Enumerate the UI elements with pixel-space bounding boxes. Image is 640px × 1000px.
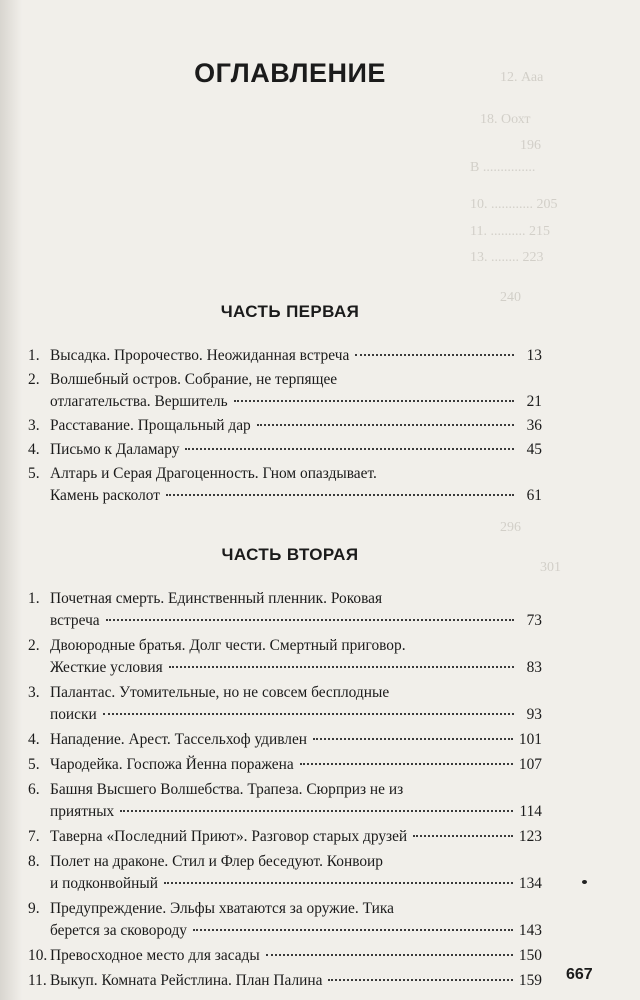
entry-title-line: Волшебный остров. Собрание, не терпящее bbox=[50, 371, 338, 388]
entry-row bbox=[50, 704, 542, 726]
entry-title-line: Двоюродные братья. Долг чести. Смертный приговор. bbox=[50, 637, 406, 654]
entry-number: 1. bbox=[28, 347, 40, 364]
leader-dots bbox=[185, 448, 514, 450]
toc-entry bbox=[28, 970, 542, 992]
entry-page: 107 bbox=[518, 756, 542, 773]
entry-title: поиски bbox=[50, 706, 97, 723]
toc-entry bbox=[28, 851, 542, 895]
entry-number: 9. bbox=[28, 900, 40, 917]
entry-number: 3. bbox=[28, 417, 40, 434]
page-title: ОГЛАВЛЕНИЕ bbox=[194, 58, 386, 88]
leader-dots bbox=[313, 738, 513, 740]
entry-title: берется за сковороду bbox=[50, 922, 187, 939]
toc-list bbox=[28, 345, 542, 507]
entry-page: 93 bbox=[526, 706, 542, 723]
entry-page: 143 bbox=[518, 922, 542, 939]
part-heading: ЧАСТЬ ВТОРАЯ bbox=[221, 545, 359, 564]
entry-number: 2. bbox=[28, 371, 40, 388]
entry-page: 45 bbox=[526, 441, 542, 458]
entry-page: 61 bbox=[526, 487, 542, 504]
entry-title: Таверна «Последний Приют». Разговор старых друзей bbox=[50, 828, 408, 845]
leader-dots bbox=[234, 400, 514, 402]
entry-page: 83 bbox=[526, 659, 542, 676]
entry-row bbox=[50, 970, 542, 992]
leader-dots bbox=[164, 882, 513, 884]
toc-entry bbox=[28, 369, 542, 413]
entry-page: 134 bbox=[518, 875, 542, 892]
entry-row bbox=[50, 415, 542, 437]
toc-entry bbox=[28, 754, 542, 776]
entry-number: 6. bbox=[28, 781, 40, 798]
entry-number: 4. bbox=[28, 441, 40, 458]
toc-entry bbox=[28, 415, 542, 437]
entry-page: 159 bbox=[518, 972, 542, 989]
leader-dots bbox=[413, 835, 513, 837]
leader-dots bbox=[166, 494, 514, 496]
entry-title-line: Предупреждение. Эльфы хватаются за оружие. Тика bbox=[50, 900, 394, 917]
entry-title: Жесткие условия bbox=[50, 659, 163, 676]
entry-title: Расставание. Прощальный дар bbox=[50, 417, 251, 434]
entry-row bbox=[50, 945, 542, 967]
leader-dots bbox=[106, 619, 514, 621]
entry-number: 4. bbox=[28, 731, 40, 748]
entry-title-line: Почетная смерть. Единственный пленник. Роковая bbox=[50, 590, 383, 607]
entry-title: встреча bbox=[50, 612, 100, 629]
entry-page: 36 bbox=[526, 417, 542, 434]
leader-dots bbox=[355, 354, 514, 356]
entry-title: и подконвойный bbox=[50, 875, 158, 892]
toc-entry bbox=[28, 439, 542, 461]
entry-page: 123 bbox=[518, 828, 542, 845]
entry-row bbox=[50, 920, 542, 942]
entry-row bbox=[50, 873, 542, 895]
toc-entry bbox=[28, 635, 542, 679]
entry-title-line: Полет на драконе. Стил и Флер беседуют. Конвоир bbox=[50, 853, 383, 870]
entry-row bbox=[50, 657, 542, 679]
entry-row bbox=[50, 610, 542, 632]
entry-title: Камень расколот bbox=[50, 487, 161, 504]
entry-number: 1. bbox=[28, 590, 40, 607]
entry-title: отлагательства. Вершитель bbox=[50, 393, 228, 410]
entry-number: 5. bbox=[28, 465, 40, 482]
entry-title: Выкуп. Комната Рейстлина. План Палина bbox=[50, 972, 323, 989]
entry-row bbox=[50, 754, 542, 776]
entry-number: 5. bbox=[28, 756, 40, 773]
leader-dots bbox=[328, 979, 512, 981]
entry-page: 13 bbox=[526, 347, 542, 364]
entry-number: 10. bbox=[28, 947, 48, 964]
leader-dots bbox=[257, 424, 514, 426]
entry-row bbox=[50, 826, 542, 848]
part-heading: ЧАСТЬ ПЕРВАЯ bbox=[220, 302, 360, 321]
toc-entry bbox=[28, 779, 542, 823]
toc-entry bbox=[28, 826, 542, 848]
toc-entry bbox=[28, 682, 542, 726]
entry-page: 101 bbox=[518, 731, 542, 748]
entry-title: приятных bbox=[50, 803, 115, 820]
entry-number: 2. bbox=[28, 637, 40, 654]
page-gutter-shadow bbox=[0, 0, 22, 1000]
entry-row bbox=[50, 439, 542, 461]
entry-row bbox=[50, 345, 542, 367]
entry-title-line: Палантас. Утомительные, но не совсем бесплодные bbox=[50, 684, 390, 701]
entry-page: 73 bbox=[526, 612, 542, 629]
toc-list bbox=[28, 588, 542, 992]
entry-number: 11. bbox=[28, 972, 47, 989]
leader-dots bbox=[103, 713, 514, 715]
toc-entry bbox=[28, 463, 542, 507]
entry-title: Превосходное место для засады bbox=[50, 947, 260, 964]
entry-number: 7. bbox=[28, 828, 40, 845]
entry-row bbox=[50, 485, 542, 507]
leader-dots bbox=[193, 929, 513, 931]
toc-entry bbox=[28, 898, 542, 942]
leader-dots bbox=[300, 763, 513, 765]
leader-dots bbox=[169, 666, 514, 668]
entry-title: Письмо к Даламару bbox=[50, 441, 180, 458]
entry-page: 150 bbox=[518, 947, 542, 964]
toc-entry bbox=[28, 945, 542, 967]
entry-page: 114 bbox=[519, 803, 542, 820]
entry-title-line: Алтарь и Серая Драгоценность. Гном опаздывает. bbox=[50, 465, 377, 482]
entry-title-line: Башня Высшего Волшебства. Трапеза. Сюрприз не из bbox=[50, 781, 404, 798]
toc-entry bbox=[28, 345, 542, 367]
entry-number: 8. bbox=[28, 853, 40, 870]
entry-title: Высадка. Пророчество. Неожиданная встреча bbox=[50, 347, 350, 364]
leader-dots bbox=[120, 810, 513, 812]
entry-number: 3. bbox=[28, 684, 40, 701]
toc-entry bbox=[28, 729, 542, 751]
entry-row bbox=[50, 801, 542, 823]
entry-title: Чародейка. Госпожа Йенна поражена bbox=[50, 756, 294, 773]
entry-row bbox=[50, 729, 542, 751]
entry-page: 21 bbox=[526, 393, 542, 410]
leader-dots bbox=[266, 954, 513, 956]
entry-row bbox=[50, 391, 542, 413]
ink-speck bbox=[582, 880, 587, 884]
entry-title: Нападение. Арест. Тассельхоф удивлен bbox=[50, 731, 308, 748]
toc-entry bbox=[28, 588, 542, 632]
page-number: 667 bbox=[566, 966, 593, 983]
